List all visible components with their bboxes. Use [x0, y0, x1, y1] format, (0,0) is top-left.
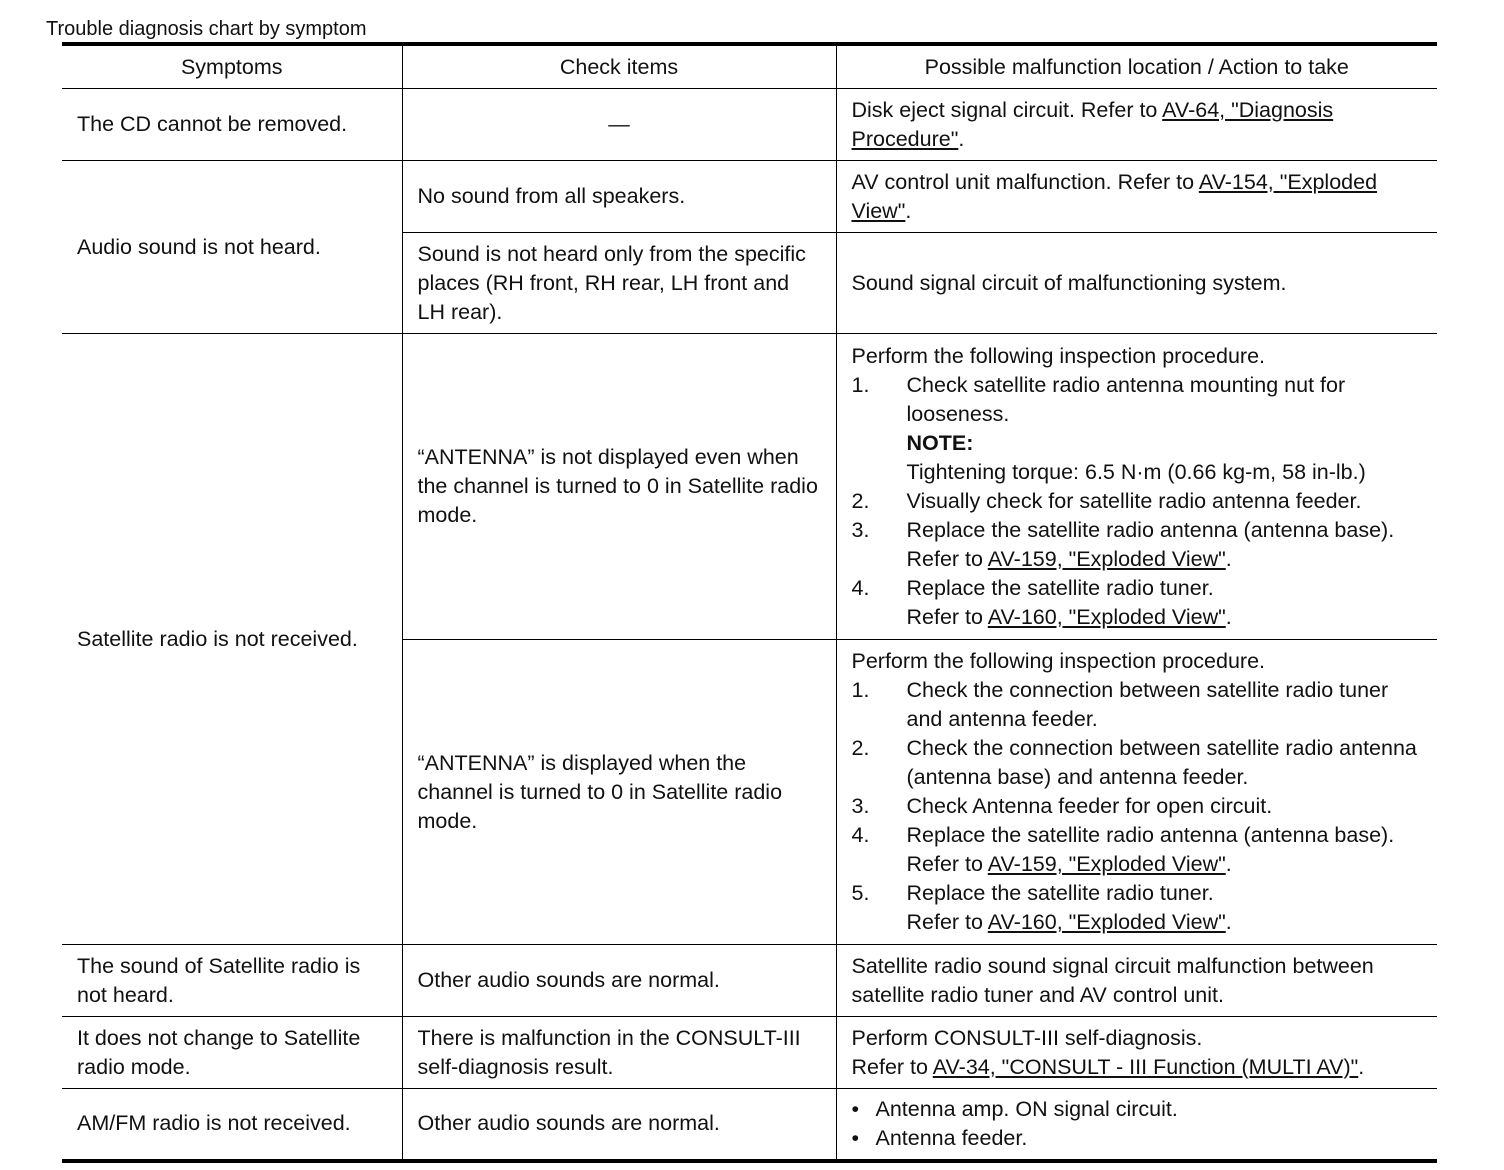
symptom-cell: AM/FM radio is not received.	[62, 1089, 402, 1161]
list-item: 2. Visually check for satellite radio antenna feeder.	[851, 488, 1362, 513]
action-cell: Perform CONSULT-III self-diagnosis. Refer to AV-34, "CONSULT - III Function (MULTI AV)".	[836, 1017, 1437, 1089]
list-item: 1. Check the connection between satellite radio tuner and antenna feeder.	[851, 678, 1389, 731]
header-check-items: Check items	[402, 44, 836, 89]
reference-link[interactable]: AV-64, "Diagnosis Procedure"	[851, 97, 1334, 151]
list-item: 3. Check Antenna feeder for open circuit.	[851, 794, 1273, 818]
check-cell: “ANTENNA” is not displayed even when the channel is turned to 0 in Satellite radio mode.	[402, 334, 836, 640]
procedure-steps	[852, 676, 1423, 937]
symptom-cell: It does not change to Satellite radio mode.	[62, 1017, 402, 1089]
list-item: 2. Check the connection between satellite radio antenna (antenna base) and antenna feeder.	[851, 736, 1417, 789]
reference-link[interactable]: AV-160, "Exploded View"	[987, 910, 1226, 934]
reference-link[interactable]: AV-34, "CONSULT - III Function (MULTI AV)"	[932, 1054, 1359, 1079]
check-cell: No sound from all speakers.	[402, 161, 836, 233]
reference-link[interactable]: AV-159, "Exploded View"	[987, 546, 1226, 571]
list-item: 4. Replace the satellite radio antenna (antenna base). Refer to AV-159, "Exploded View".	[851, 823, 1395, 876]
table-row	[62, 1017, 1437, 1089]
list-item: 3. Replace the satellite radio antenna (antenna base). Refer to AV-159, "Exploded View".	[851, 517, 1395, 571]
symptom-cell: Satellite radio is not received.	[62, 334, 402, 945]
action-cell	[836, 1089, 1437, 1161]
action-cell: Disk eject signal circuit. Refer to AV-64, "Diagnosis Procedure".	[836, 89, 1437, 161]
check-cell: There is malfunction in the CONSULT-III self-diagnosis result.	[402, 1017, 836, 1089]
list-item: 1. Check satellite radio antenna mounting nut for looseness. NOTE: Tightening torque: 6.5 N·m (0.66 kg-m, 58 in-lb.)	[851, 372, 1366, 484]
action-cell	[836, 334, 1437, 640]
table-row	[62, 161, 1437, 233]
table-row	[62, 1089, 1437, 1161]
bullet-list	[852, 1095, 1423, 1153]
header-symptoms: Symptoms	[62, 44, 402, 89]
action-cell: Satellite radio sound signal circuit malfunction between satellite radio tuner and AV control unit.	[836, 945, 1437, 1017]
procedure-intro: Perform the following inspection procedure.	[851, 649, 1265, 673]
reference-link[interactable]: AV-160, "Exploded View"	[987, 604, 1226, 629]
table-row	[62, 89, 1437, 161]
reference-link[interactable]: AV-154, "Exploded View"	[851, 169, 1378, 223]
list-item: 4. Replace the satellite radio tuner. Refer to AV-160, "Exploded View".	[851, 575, 1232, 629]
bullet-icon: •	[851, 1096, 860, 1121]
check-cell: “ANTENNA” is displayed when the channel is turned to 0 in Satellite radio mode.	[402, 640, 836, 945]
symptom-cell: The CD cannot be removed.	[62, 89, 402, 161]
reference-link[interactable]: AV-159, "Exploded View"	[987, 852, 1226, 876]
symptom-cell: Audio sound is not heard.	[62, 161, 402, 334]
diagnosis-table	[62, 42, 1437, 1163]
list-item: • Antenna feeder.	[852, 1124, 1423, 1153]
action-cell	[836, 640, 1437, 945]
list-item: 5. Replace the satellite radio tuner. Refer to AV-160, "Exploded View".	[851, 881, 1232, 934]
table-caption: Trouble diagnosis chart by symptom	[46, 18, 367, 40]
check-cell: Sound is not heard only from the specific places (RH front, RH rear, LH front and LH rear).	[402, 233, 836, 334]
check-cell: Other audio sounds are normal.	[402, 1089, 836, 1161]
table-row	[62, 334, 1437, 640]
header-action: Possible malfunction location / Action to take	[836, 44, 1437, 89]
note-label: NOTE:	[906, 430, 974, 455]
action-cell: Sound signal circuit of malfunctioning system.	[836, 233, 1437, 334]
header-row	[62, 44, 1437, 89]
check-cell: —	[402, 89, 836, 161]
list-item: • Antenna amp. ON signal circuit.	[852, 1095, 1423, 1124]
procedure-steps	[852, 371, 1423, 632]
check-cell: Other audio sounds are normal.	[402, 945, 836, 1017]
symptom-cell: The sound of Satellite radio is not heard.	[62, 945, 402, 1017]
procedure-intro: Perform the following inspection procedure.	[851, 343, 1265, 368]
bullet-icon: •	[851, 1125, 860, 1150]
action-cell: AV control unit malfunction. Refer to AV-154, "Exploded View".	[836, 161, 1437, 233]
table-row	[62, 945, 1437, 1017]
